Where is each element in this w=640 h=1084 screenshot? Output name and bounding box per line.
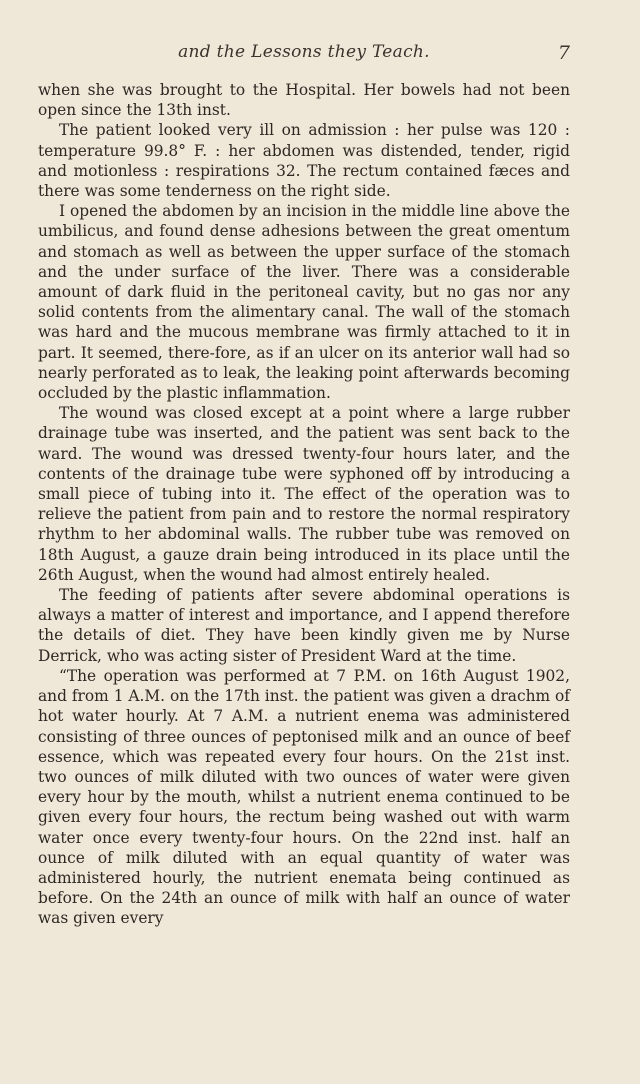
running-title: and the Lessons they Teach. (178, 42, 430, 62)
paragraph: I opened the abdomen by an incision in the middle line above the umbilicus, and found dense adhesions between the great omentum and stomach as well as between the upper surface of the stomach and the under surface of the liver. There was a considerable amount of dark fluid in the peritoneal cavity, but no gas nor any solid contents from the alimentary canal. The wall of the stomach was hard and the mucous membrane was firmly attached to it in part. It seemed, there-fore, as if an ulcer on its anterior wall had so nearly perforated as to leak, the leaking point afterwards becoming occluded by the plastic inflammation. (38, 202, 570, 403)
page-header (38, 42, 570, 68)
paragraph: The wound was closed except at a point where a large rubber drainage tube was inserted, and the patient was sent back to the ward. The wound was dressed twenty-four hours later, and the contents of the drainage tube were syphoned off by introducing a small piece of tubing into it. The effect of the operation was to relieve the patient from pain and to restore the normal respiratory rhythm to her abdominal walls. The rubber tube was removed on 18th August, a gauze drain being introduced in its place until the 26th August, when the wound had almost entirely healed. (38, 404, 570, 584)
paragraph: when she was brought to the Hospital. Her bowels had not been open since the 13th inst. (38, 81, 570, 120)
paragraph: “The operation was performed at 7 P.M. on 16th August 1902, and from 1 A.M. on the 17th inst. the patient was given a drachm of hot water hourly. At 7 A.M. a nutrient enema was administered consisting of three ounces of peptonised milk and an ounce of beef essence, which was repeated every four hours. On the 21st inst. two ounces of milk diluted with two ounces of water were given every hour by the mouth, whilst a nutrient enema continued to be given every four hours, the rectum being washed out with warm water once every twenty-four hours. On the 22nd inst. half an ounce of milk diluted with an equal quantity of water was administered hourly, the nutrient enemata being continued as before. On the 24th an ounce of milk with half an ounce of water was given every (38, 666, 570, 928)
body-text (38, 80, 570, 929)
paragraph: The patient looked very ill on admission : her pulse was 120 : temperature 99.8° F. : her abdomen was distended, tender, rigid and motionless : respirations 32. The rectum contained fæces and there was some tenderness on the right side. (38, 121, 570, 201)
page-number: 7 (557, 42, 570, 64)
paragraph: The feeding of patients after severe abdominal operations is always a matter of interest and importance, and I append therefore the details of diet. They have been kindly given me by Nurse Derrick, who was acting sister of President Ward at the time. (38, 586, 570, 665)
